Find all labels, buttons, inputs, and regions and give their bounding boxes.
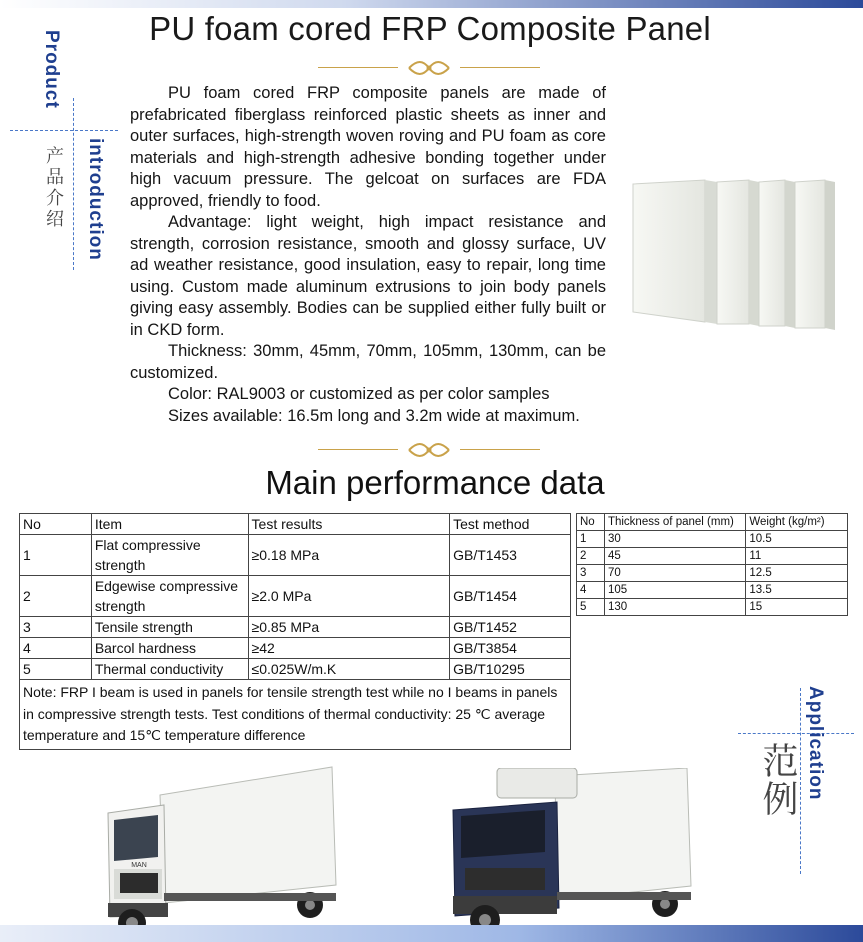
intro-paragraph: PU foam cored FRP composite panels are made of prefabricated fiberglass reinforced plastic sheets as inner and outer surfaces, high-strength woven roving and PU foam as core materials and high-strength adhesive bonding together under high vacuum pressure. The gelcoat on surfaces are FDA approved, friendly to food. [130,84,606,210]
intro-paragraph: Thickness: 30mm, 45mm, 70mm, 105mm, 130mm, can be customized. [130,342,606,382]
table-cell: Flat compressive strength [91,535,248,576]
table-cell: 45 [604,548,745,565]
label-divider-vertical [73,98,74,270]
application-label-zh: 范例 [757,742,798,818]
table-row [577,582,848,599]
table-row [20,576,571,617]
table-cell: Tensile strength [91,617,248,638]
table-cell: 1 [577,531,605,548]
box-truck-image [100,765,350,940]
table-row [577,565,848,582]
table-cell: 105 [604,582,745,599]
table-header-cell: Item [91,514,248,535]
table-row [20,659,571,680]
table-row [577,548,848,565]
intro-paragraph: Advantage: light weight, high impact resistance and strength, corrosion resistance, smooth and glossy surface, UV ad weather resistance, good insulation, easy to repair, long time using. Custom made aluminum extrusions to join body panels giving easy assembly. Bodies can be supplied either fully built or in CKD form. [130,213,606,339]
table-cell: ≥0.85 MPa [248,617,450,638]
weight-table [576,513,848,616]
table-cell: GB/T3854 [450,638,571,659]
product-label: Product [41,30,62,109]
table-cell: 11 [746,548,848,565]
intro-text [130,83,606,427]
performance-title: Main performance data [265,464,605,501]
table-cell: 13.5 [746,582,848,599]
table-header-cell: No [20,514,92,535]
table-header-row [20,514,571,535]
table-cell: 5 [577,599,605,616]
table-row [20,638,571,659]
table-cell: 4 [20,638,92,659]
table-cell: Thermal conductivity [91,659,248,680]
table-header-cell: Thickness of panel (mm) [604,514,745,531]
page-title: PU foam cored FRP Composite Panel [149,10,711,47]
table-cell: GB/T10295 [450,659,571,680]
table-header-row [577,514,848,531]
introduction-label: introduction [85,138,106,261]
table-cell: ≥2.0 MPa [248,576,450,617]
table-cell: ≥0.18 MPa [248,535,450,576]
table-cell: ≤0.025W/m.K [248,659,450,680]
table-note-row [20,680,571,750]
table-cell: 4 [577,582,605,599]
table-row [20,535,571,576]
application-label: Application [805,686,826,801]
performance-table [19,513,571,750]
table-row [577,599,848,616]
table-header-cell: No [577,514,605,531]
table-cell: 130 [604,599,745,616]
table-cell: 70 [604,565,745,582]
table-cell: 30 [604,531,745,548]
table-cell: 3 [20,617,92,638]
table-row [20,617,571,638]
table-header-cell: Test method [450,514,571,535]
label-divider [10,130,118,131]
product-label-zh: 产品介绍 [43,146,64,230]
title-ornament [318,60,540,76]
table-row [577,531,848,548]
table-cell: 15 [746,599,848,616]
table-cell: GB/T1454 [450,576,571,617]
table-cell: 10.5 [746,531,848,548]
table-cell: 5 [20,659,92,680]
table-cell: 2 [20,576,92,617]
intro-paragraph: Color: RAL9003 or customized as per color samples [168,385,550,403]
table-header-cell: Test results [248,514,450,535]
table-cell: 1 [20,535,92,576]
intro-paragraph: Sizes available: 16.5m long and 3.2m wide at maximum. [168,406,580,425]
table-cell: 3 [577,565,605,582]
table-cell: GB/T1452 [450,617,571,638]
table-note: Note: FRP I beam is used in panels for tensile strength test while no I beams in panels in compressive strength tests. Test conditions of thermal conductivity: 25 ℃ average temperature and 15℃ temperature difference [20,680,571,750]
bottom-decor-bar [0,925,863,942]
table-cell: 12.5 [746,565,848,582]
table-header-cell: Weight (kg/m²) [746,514,848,531]
section-ornament [318,442,540,458]
truck-brand-text: MAN [131,862,147,869]
table-cell: 2 [577,548,605,565]
panel-samples-image [625,172,840,332]
refrigerated-truck-image [445,768,700,940]
table-cell: GB/T1453 [450,535,571,576]
table-cell: Barcol hardness [91,638,248,659]
table-cell: Edgewise compressive strength [91,576,248,617]
table-cell: ≥42 [248,638,450,659]
label-divider [738,733,854,734]
top-decor-bar [0,0,863,8]
